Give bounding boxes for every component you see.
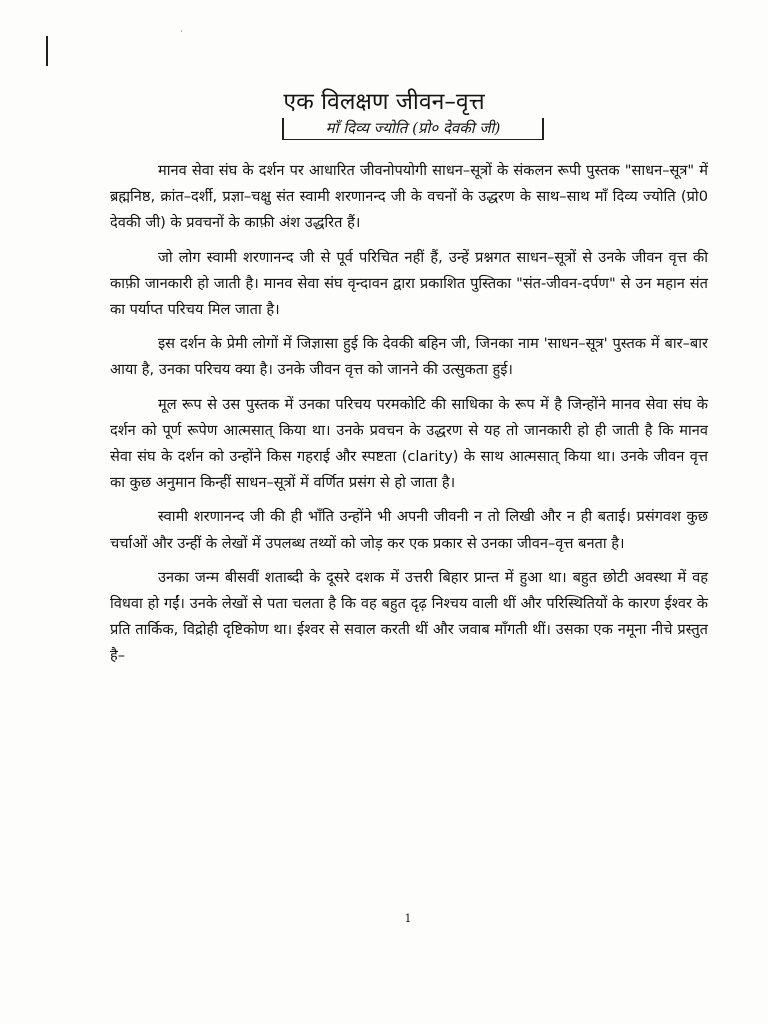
- paragraph-1: मानव सेवा संघ के दर्शन पर आधारित जीवनोपयोगी साधन–सूत्रों के संकलन रूपी पुस्तक "साधन–सूत्र" में ब्रह्मनिष्ठ, क्रांत–दर्शी, प्रज्ञा–चक्षु संत स्वामी शरणानन्द जी के वचनों के उद्धरण के साथ–साथ माँ दिव्य ज्योति (प्रो0 देवकी जी) के प्रवचनों के काफ़ी अंश उद्धरित हैं।: [110, 162, 708, 232]
- paragraph-5: स्वामी शरणानन्द जी की ही भाँति उन्होंने भी अपनी जीवनी न तो लिखी और न ही बताई। प्रसंगवश कुछ चर्चाओं और उन्हीं के लेखों में उपलब्ध तथ्यों को जोड़ कर एक प्रकार से उनका जीवन–वृत्त बनता है।: [110, 508, 708, 552]
- document-title: एक विलक्षण जीवन–वृत्त: [283, 89, 485, 115]
- margin-mark: [46, 36, 48, 66]
- paragraph-4: मूल रूप से उस पुस्तक में उनका परिचय परमकोटि की साधिका के रूप में है जिन्होंने मानव सेवा संघ के दर्शन को पूर्ण रूपेण आत्मसात् किया था। उनके प्रवचन के उद्धरण से यह तो जानकारी हो ही जाती है कि मानव सेवा संघ के दर्शन को उन्होंने किस गहराई और स्पष्टता (clarity) के साथ आत्मसात् किया था। उनके जीवन वृत्त का कुछ अनुमान किन्हीं साधन–सूत्रों में वर्णित प्रसंग से हो जाता है।: [110, 395, 708, 492]
- paragraph-3: इस दर्शन के प्रेमी लोगों में जिज्ञासा हुई कि देवकी बहिन जी, जिनका नाम 'साधन–सूत्र' पुस्तक में बार–बार आया है, उनका परिचय क्या है। उनके जीवन वृत्त को जानने की उत्सुकता हुई।: [110, 335, 708, 379]
- page-number: 1: [404, 912, 412, 925]
- document-body: [110, 158, 708, 678]
- paragraph-2: जो लोग स्वामी शरणानन्द जी से पूर्व परिचित नहीं हैं, उन्हें प्रश्नगत साधन–सूत्रों से उनके जीवन वृत्त की काफ़ी जानकारी हो जाती है। मानव सेवा संघ वृन्दावन द्वारा प्रकाशित पुस्तिका "संत-जीवन-दर्पण" से उन महान संत का पर्याप्त परिचय मिल जाता है।: [110, 248, 708, 319]
- paragraph-6: उनका जन्म बीसवीं शताब्दी के दूसरे दशक में उत्तरी बिहार प्रान्त में हुआ था। बहुत छोटी अवस्था में वह विधवा हो गईं। उनके लेखों से पता चलता है कि वह बहुत दृढ़ निश्चय वाली थीं और परिस्थितियों के कारण ईश्वर के प्रति तार्किक, विद्रोही दृष्टिकोण था। ईश्वर से सवाल करती थीं और जवाब माँगती थीं। उसका एक नमूना नीचे प्रस्तुत है–: [110, 568, 708, 665]
- document-subtitle: माँ दिव्य ज्योति (प्रो० देवकी जी): [282, 118, 544, 140]
